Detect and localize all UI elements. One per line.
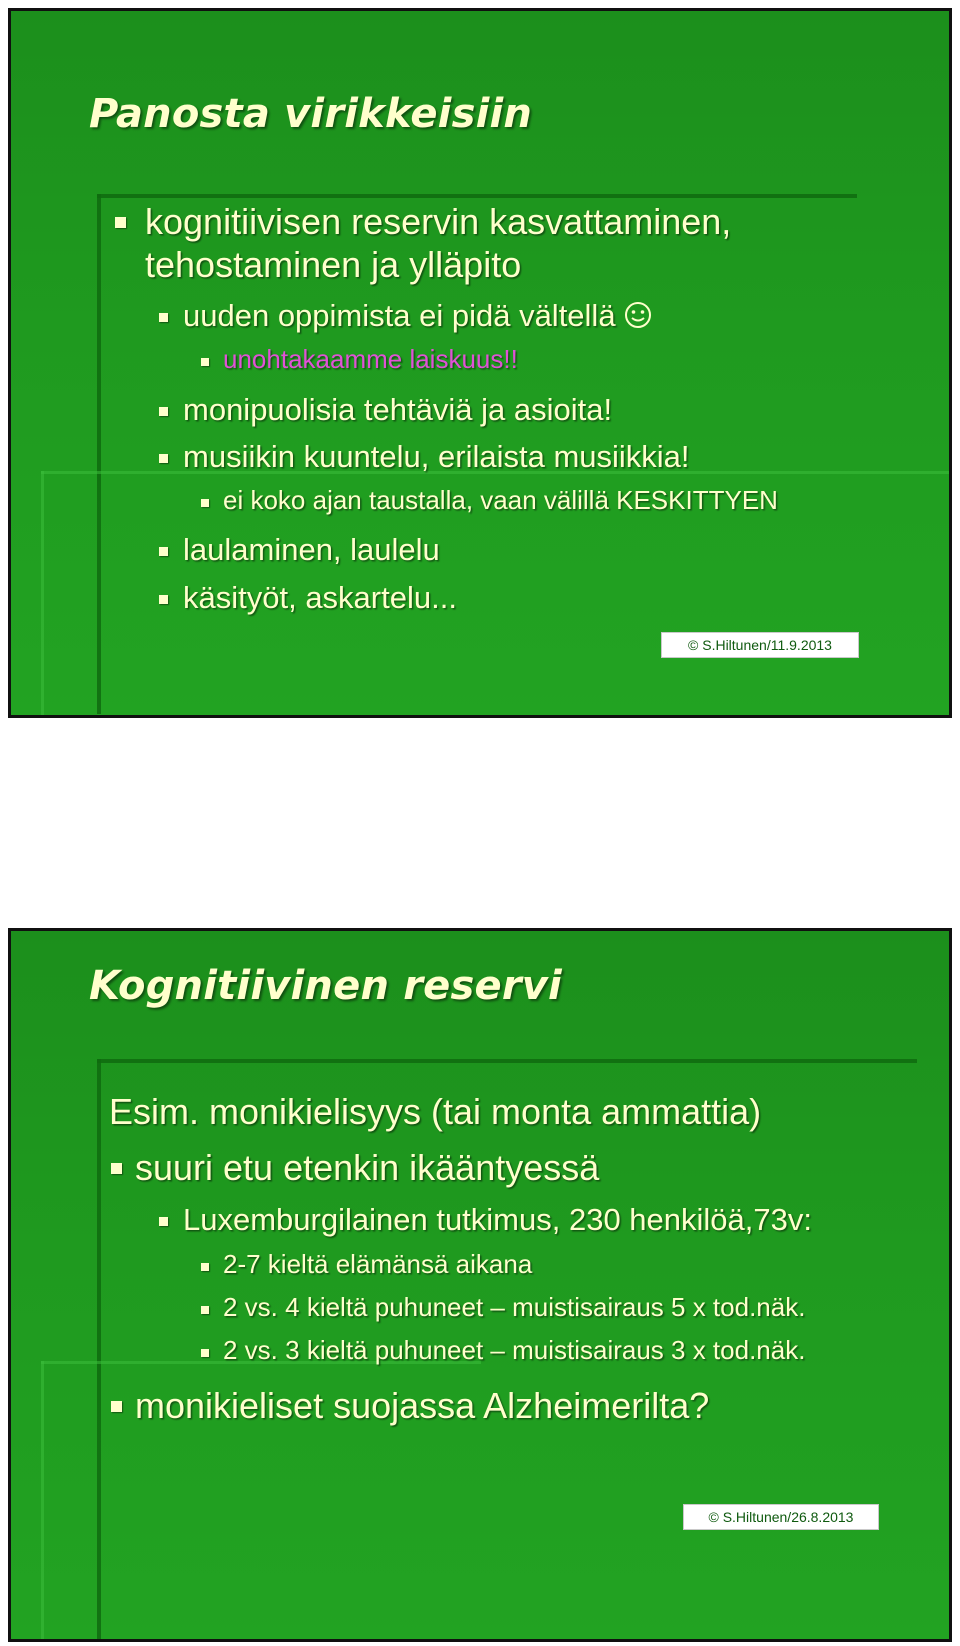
decorative-line xyxy=(97,1059,917,1063)
bullet-text-content: uuden oppimista ei pidä vältellä xyxy=(183,298,616,333)
lead-text: Esim. monikielisyys (tai monta ammattia) xyxy=(109,1091,762,1132)
decorative-line xyxy=(41,1361,44,1641)
bullet-icon xyxy=(159,454,168,463)
bullet-icon xyxy=(201,358,209,366)
bullet-text: kognitiivisen reservin kasvattaminen, xyxy=(145,201,732,242)
slide-title: Panosta virikkeisiin xyxy=(89,91,533,137)
bullet-text xyxy=(183,298,652,337)
bullet-icon xyxy=(159,547,168,556)
bullet-text: 2 vs. 4 kieltä puhuneet – muistisairaus 5 x tod.näk. xyxy=(223,1292,806,1322)
bullet-icon xyxy=(115,217,126,228)
decorative-line xyxy=(97,194,857,198)
bullet-text: monipuolisia tehtäviä ja asioita! xyxy=(183,392,613,427)
bullet-text: 2-7 kieltä elämänsä aikana xyxy=(223,1249,533,1279)
slide-1 xyxy=(8,8,952,718)
bullet-text: musiikin kuuntelu, erilaista musiikkia! xyxy=(183,439,690,474)
slide-2 xyxy=(8,928,952,1642)
bullet-icon xyxy=(201,1263,209,1271)
footer-copyright: © S.Hiltunen/11.9.2013 xyxy=(661,632,859,658)
bullet-icon xyxy=(201,1349,209,1357)
bullet-text: käsityöt, askartelu... xyxy=(183,580,457,615)
bullet-icon xyxy=(159,1217,168,1226)
bullet-icon xyxy=(201,1306,209,1314)
bullet-text: 2 vs. 3 kieltä puhuneet – muistisairaus 3 x tod.näk. xyxy=(223,1335,806,1365)
bullet-text: suuri etu etenkin ikääntyessä xyxy=(135,1147,600,1188)
bullet-icon xyxy=(201,499,209,507)
bullet-text-highlight: unohtakaamme laiskuus!! xyxy=(223,344,518,374)
decorative-line xyxy=(41,471,44,718)
slide-title: Kognitiivinen reservi xyxy=(89,963,562,1009)
smiley-face-icon xyxy=(624,301,652,337)
bullet-text: Luxemburgilainen tutkimus, 230 henkilöä,73v: xyxy=(183,1202,812,1237)
bullet-text: laulaminen, laulelu xyxy=(183,532,440,567)
bullet-icon xyxy=(111,1401,122,1412)
bullet-icon xyxy=(159,595,168,604)
bullet-text: tehostaminen ja ylläpito xyxy=(145,244,522,285)
bullet-text: ei koko ajan taustalla, vaan välillä KESKITTYEN xyxy=(223,485,778,515)
bullet-icon xyxy=(111,1163,122,1174)
bullet-icon xyxy=(159,313,168,322)
bullet-text: monikieliset suojassa Alzheimerilta? xyxy=(135,1385,710,1426)
bullet-icon xyxy=(159,407,168,416)
footer-copyright: © S.Hiltunen/26.8.2013 xyxy=(683,1504,879,1530)
decorative-line xyxy=(97,194,101,714)
decorative-line xyxy=(97,1059,101,1639)
